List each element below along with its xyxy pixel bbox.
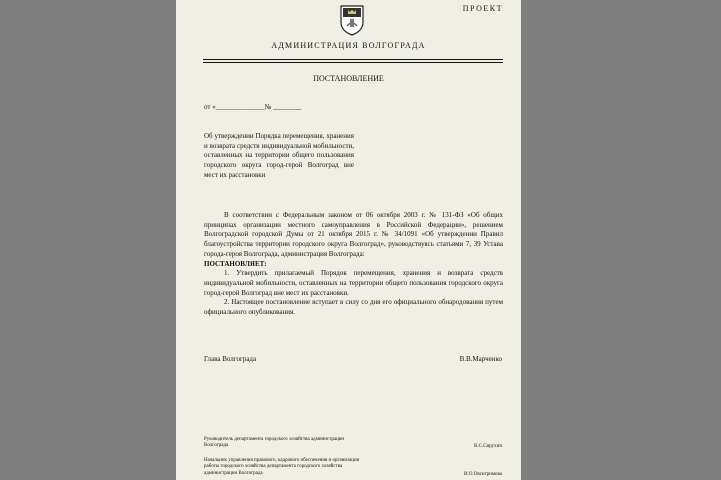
approval-name: И.О.Овсигримова <box>464 472 502 477</box>
item-1-paragraph: 1. Утвердить прилагаемый Порядок перемещения, хранения и возврата средств индивидуальной мобильности, оставленных на территории общего пользования городского округа город-герой Волгоград вне мест их расстановки. <box>204 269 503 297</box>
approval-position: Начальник управления правового, кадрового обеспечения и организации работы городского хозяйства департамента городского хозяйства администрации Волгограда <box>204 458 360 476</box>
header-divider-thick <box>203 59 503 60</box>
approval-name: В.С.Сирухин <box>474 444 502 449</box>
project-label: ПРОЕКТ <box>462 4 503 13</box>
date-number-line: от «______________№ ________ <box>204 103 302 111</box>
organization-title: АДМИНИСТРАЦИЯ ВОЛГОГРАДА <box>271 41 426 50</box>
approval-position: Руководитель департамента городского хозяйства администрации Волгограда <box>204 437 345 449</box>
header-divider-thin <box>203 62 503 63</box>
signatory-name: В.В.Марченко <box>459 355 502 363</box>
document-body <box>204 211 503 318</box>
document-type: ПОСТАНОВЛЕНИЕ <box>313 74 384 83</box>
preamble-paragraph: В соответствии с Федеральным законом от 06 октября 2003 г. № 131-ФЗ «Об общих принципах организации местного самоуправления в Российской Федерации», решением Волгоградской городской Думы от 21 октября 2015 г. № 34/1091 «Об утверждении Правил благоустройства территории городского округа Волгоград», руководствуясь статьями 7, 39 Устава города-героя Волгограда, администрация Волгограда: <box>204 211 503 258</box>
document-subject: Об утверждении Порядка перемещения, хранения и возврата средств индивидуальной мобильности, оставленных на территории общего пользования городского округа город-герой Волгоград вне мест их расстановки <box>204 132 354 179</box>
resolves-heading: ПОСТАНОВЛЯЕТ: <box>204 259 267 268</box>
coat-of-arms-icon <box>337 4 367 36</box>
document-page <box>176 0 521 480</box>
signatory-position: Глава Волгограда <box>204 355 257 363</box>
item-2-paragraph: 2. Настоящее постановление вступает в силу со дня его официального обнародования путем официального опубликования. <box>204 298 503 317</box>
